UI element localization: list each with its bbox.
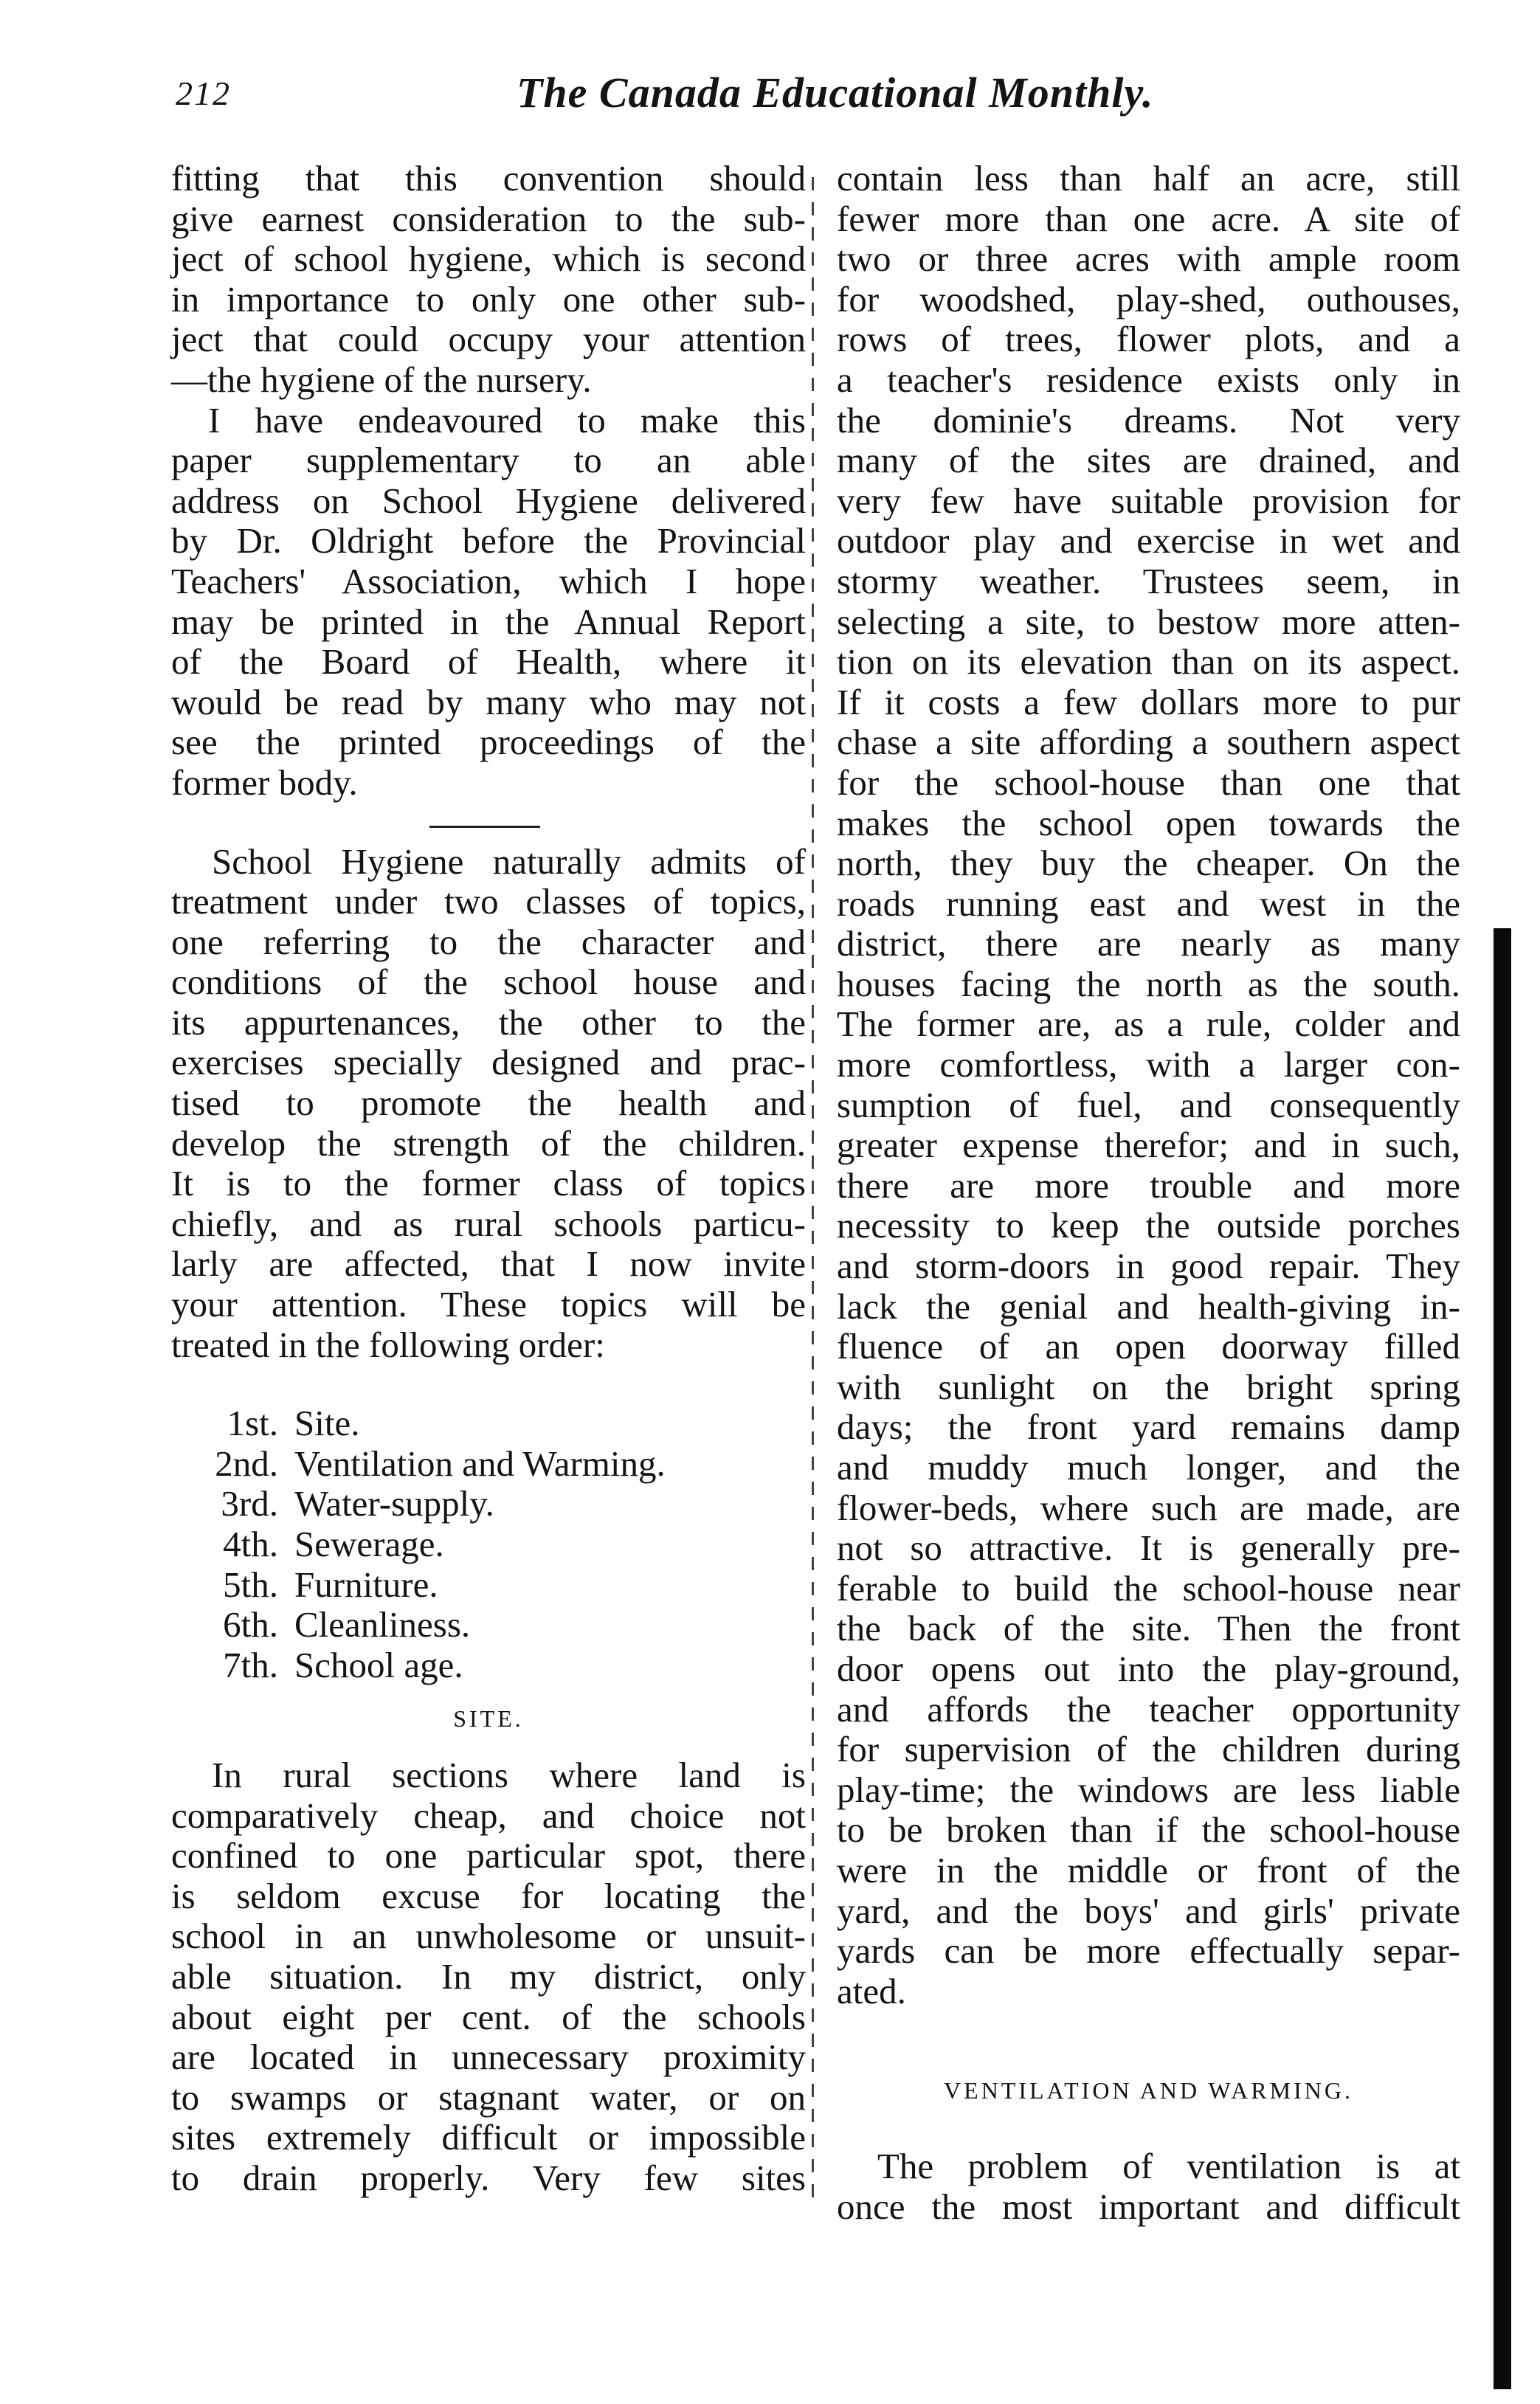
text-line: district, there are nearly as many xyxy=(837,923,1460,964)
text-line: yards can be more effectually separ- xyxy=(837,1930,1460,1972)
text-line: Teachers' Association, which I hope xyxy=(171,560,806,601)
topic-ordinal: 1st. xyxy=(227,1403,278,1444)
list-item xyxy=(171,1484,806,1524)
text-line: school in an unwholesome or unsuit- xyxy=(171,1916,806,1957)
text-line: If it costs a few dollars more to pur xyxy=(837,681,1460,722)
text-line: greater expense therefor; and in such, xyxy=(837,1125,1460,1166)
text-line: ated. xyxy=(837,1970,906,2011)
text-line: is seldom excuse for locating the xyxy=(171,1875,806,1916)
text-line: with sunlight on the bright spring xyxy=(837,1366,1460,1407)
text-line: necessity to keep the outside porches xyxy=(837,1205,1460,1246)
text-line: comparatively cheap, and choice not xyxy=(171,1795,806,1836)
text-line: selecting a site, to bestow more atten- xyxy=(837,601,1460,642)
text-line: there are more trouble and more xyxy=(837,1164,1460,1206)
text-line: days; the front yard remains damp xyxy=(837,1406,1460,1448)
topic-ordinal: 2nd. xyxy=(215,1443,278,1484)
text-line: see the printed proceedings of the xyxy=(171,722,806,763)
column-rule xyxy=(812,177,814,2199)
text-line: and affords the teacher opportunity xyxy=(837,1688,1460,1730)
text-line: north, they buy the cheaper. On the xyxy=(837,843,1460,884)
topic-list xyxy=(171,1403,806,1685)
text-line: the dominie's dreams. Not very xyxy=(837,399,1460,441)
text-line: The former are, as a rule, colder and xyxy=(837,1004,1460,1045)
topic-ordinal: 7th. xyxy=(223,1644,278,1685)
text-line: very few have suitable provision for xyxy=(837,480,1460,521)
topic-name: Water-supply. xyxy=(294,1483,494,1524)
section-divider xyxy=(171,804,806,842)
text-line: ferable to build the school-house near xyxy=(837,1567,1460,1609)
scan-edge-bar xyxy=(1494,928,1511,2389)
section-heading-ventilation: VENTILATION AND WARMING. xyxy=(944,2077,1353,2104)
text-line: —the hygiene of the nursery. xyxy=(171,359,592,400)
text-line: roads running east and west in the xyxy=(837,882,1460,924)
text-line: It is to the former class of topics xyxy=(171,1163,806,1204)
text-line: and storm-doors in good repair. They xyxy=(837,1246,1460,1287)
text-line: two or three acres with ample room xyxy=(837,238,1460,280)
text-line: were in the middle or front of the xyxy=(837,1849,1460,1890)
text-line: fitting that this convention should xyxy=(171,158,806,198)
text-line: not so attractive. It is generally pre- xyxy=(837,1527,1460,1569)
text-line: houses facing the north as the south. xyxy=(837,963,1460,1004)
text-line: more comfortless, with a larger con- xyxy=(837,1044,1460,1085)
text-line: flower-beds, where such are made, are xyxy=(837,1487,1460,1528)
text-line: a teacher's residence exists only in xyxy=(837,359,1460,400)
text-line: paper supplementary to an able xyxy=(171,440,806,481)
text-line: sumption of fuel, and consequently xyxy=(837,1084,1460,1125)
text-line: The problem of ventilation is at xyxy=(877,2145,1460,2186)
text-line: larly are affected, that I now invite xyxy=(171,1243,806,1285)
topic-ordinal: 6th. xyxy=(223,1604,278,1645)
topic-name: School age. xyxy=(294,1644,463,1685)
text-line: your attention. These topics will be xyxy=(171,1284,806,1325)
text-line: former body. xyxy=(171,761,358,803)
topic-name: Furniture. xyxy=(294,1564,438,1605)
text-line: treatment under two classes of topics, xyxy=(171,881,806,922)
text-line: exercises specially designed and prac- xyxy=(171,1042,806,1083)
text-line: able situation. In my district, only xyxy=(171,1955,806,1997)
text-line: may be printed in the Annual Report xyxy=(171,601,806,642)
right-column xyxy=(837,159,1460,2227)
list-item xyxy=(171,1605,806,1645)
text-line: the back of the site. Then the front xyxy=(837,1608,1460,1649)
topic-ordinal: 5th. xyxy=(223,1564,278,1605)
topic-name: Site. xyxy=(294,1403,360,1444)
text-line: chase a site affording a southern aspect xyxy=(837,722,1460,763)
text-line: lack the genial and health-giving in- xyxy=(837,1285,1460,1327)
text-line: makes the school open towards the xyxy=(837,802,1460,843)
list-item xyxy=(171,1403,806,1444)
text-line: rows of trees, flower plots, and a xyxy=(837,319,1460,360)
text-line: are located in unnecessary proximity xyxy=(171,2037,806,2078)
topic-ordinal: 3rd. xyxy=(221,1483,278,1524)
text-line: fewer more than one acre. A site of xyxy=(837,198,1460,239)
text-line: fluence of an open doorway filled xyxy=(837,1326,1460,1367)
text-line: of the Board of Health, where it xyxy=(171,641,806,683)
text-line: conditions of the school house and xyxy=(171,961,806,1003)
text-line: In rural sections where land is xyxy=(212,1754,806,1795)
text-line: School Hygiene naturally admits of xyxy=(212,840,806,882)
text-line: stormy weather. Trustees seem, in xyxy=(837,560,1460,601)
list-item xyxy=(171,1524,806,1565)
left-column xyxy=(171,159,806,2199)
text-line: its appurtenances, the other to the xyxy=(171,1001,806,1043)
text-line: for the school-house than one that xyxy=(837,761,1460,803)
text-line: for woodshed, play-shed, outhouses, xyxy=(837,278,1460,320)
text-line: tion on its elevation than on its aspect. xyxy=(837,641,1460,683)
text-line: give earnest consideration to the sub- xyxy=(171,198,806,239)
text-line: confined to one particular spot, there xyxy=(171,1835,806,1876)
text-line: yard, and the boys' and girls' private xyxy=(837,1890,1460,1931)
running-head: The Canada Educational Monthly. xyxy=(517,69,1154,117)
text-line: contain less than half an acre, still xyxy=(837,158,1460,198)
text-line: play-time; the windows are less liable xyxy=(837,1769,1460,1810)
text-line: and muddy much longer, and the xyxy=(837,1447,1460,1488)
text-line: many of the sites are drained, and xyxy=(837,440,1460,481)
topic-ordinal: 4th. xyxy=(223,1524,278,1564)
list-item xyxy=(171,1645,806,1686)
text-line: would be read by many who may not xyxy=(171,681,806,722)
text-line: once the most important and difficult xyxy=(837,2186,1460,2227)
text-line: by Dr. Oldright before the Provincial xyxy=(171,520,806,562)
text-line: treated in the following order: xyxy=(171,1324,605,1365)
text-line: develop the strength of the children. xyxy=(171,1122,806,1164)
text-line: for supervision of the children during xyxy=(837,1729,1460,1770)
text-line: to drain properly. Very few sites xyxy=(171,2157,806,2198)
topic-name: Ventilation and Warming. xyxy=(294,1443,666,1484)
text-line: about eight per cent. of the schools xyxy=(171,1996,806,2037)
text-line: outdoor play and exercise in wet and xyxy=(837,520,1460,562)
text-line: in importance to only one other sub- xyxy=(171,278,806,320)
text-line: ject that could occupy your attention xyxy=(171,319,806,360)
text-line: address on School Hygiene delivered xyxy=(171,480,806,521)
text-line: chiefly, and as rural schools particu- xyxy=(171,1203,806,1244)
text-line: tised to promote the health and xyxy=(171,1082,806,1124)
list-item xyxy=(171,1565,806,1606)
page-number: 212 xyxy=(176,75,231,112)
topic-name: Cleanliness. xyxy=(294,1604,471,1645)
text-line: door opens out into the play-ground, xyxy=(837,1648,1460,1689)
text-line: to swamps or stagnant water, or on xyxy=(171,2076,806,2118)
topic-name: Sewerage. xyxy=(294,1524,444,1564)
list-item xyxy=(171,1444,806,1485)
text-line: ject of school hygiene, which is second xyxy=(171,238,806,280)
text-line: to be broken than if the school-house xyxy=(837,1809,1460,1851)
section-heading-site: SITE. xyxy=(453,1705,524,1733)
text-line: sites extremely difficult or impossible xyxy=(171,2117,806,2158)
text-line: I have endeavoured to make this xyxy=(208,399,806,441)
text-line: one referring to the character and xyxy=(171,921,806,962)
